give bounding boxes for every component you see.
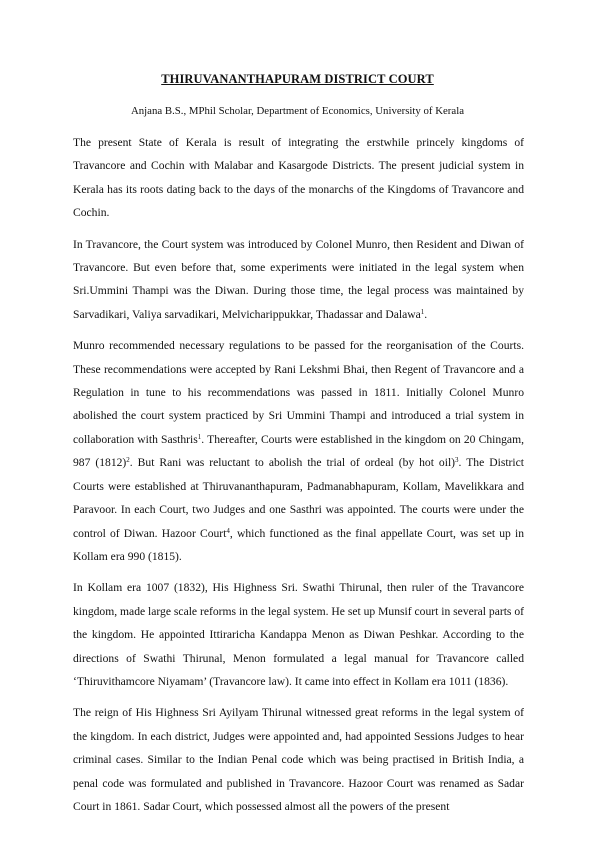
footnote-reference: 1 (420, 307, 425, 316)
footnote-reference: 2 (126, 456, 130, 465)
footnote-reference: 3 (455, 456, 459, 465)
body-paragraph-4: In Kollam era 1007 (1832), His Highness Sri. Swathi Thirunal, then ruler of the Travancore kingdom, made large scale reforms in the legal system. He set up Munsif court in several parts of the kingdom. He appointed Ittiraricha Kandappa Menon as Diwan Peshkar. According to the directions of Swathi Thirunal, Menon formulated a legal manual for Travancore called ‘Thiruvithamcore Niyamam’ (Travancore law). It came into effect in Kollam era 1011 (1836). (73, 581, 524, 688)
footnote-reference: 4 (226, 526, 230, 535)
footnote-reference: 1 (197, 432, 202, 441)
body-paragraph-5: The reign of His Highness Sri Ayilyam Thirunal witnessed great reforms in the legal system of the kingdom. In each district, Judges were appointed and, had appointed Sessions Judges to hear criminal cases. Similar to the Indian Penal code which was being practised in British India, a penal code was formulated and published in Travancore. Hazoor Court was renamed as Sadar Court in 1861. Sadar Court, which possessed almost all the powers of the present (73, 706, 524, 813)
body-paragraph-1: The present State of Kerala is result of integrating the erstwhile princely kingdoms of Travancore and Cochin with Malabar and Kasargode Districts. The present judicial system in Kerala has its roots dating back to the days of the monarchs of the Kingdoms of Travancore and Cochin. (73, 136, 524, 220)
body-paragraph-3: Munro recommended necessary regulations to be passed for the reorganisation of the Courts. These recommendations were accepted by Rani Lekshmi Bhai, then Regent of Travancore and a Regulation in tune to his recommendations was passed in 1811. Initially Colonel Munro abolished the court system practiced by Sri Ummini Thampi and introduced a trial system in collaboration with Sasthris$^1$. Thereafter, Courts were established in the kingdom on 20 Chingam, 987 $(1812)^2$. But Rani was reluctant to abolish the trial of ordeal (by hot oil)$^3$. The District Courts were established at Thiruvananthapuram, Padmanabhapuram, Kollam, Mavelikkara and Paravoor. In each Court, two Judges and one Sasthri was appointed. The courts were under the control of Diwan. Hazoor Court$^4$, which functioned as the final appellate Court, was set up in Kollam era 990 (1815). (73, 339, 525, 563)
author-line: Anjana B.S., MPhil Scholar, Department of Economics, University of Kerala (130, 105, 464, 117)
body-paragraph-2: In Travancore, the Court system was introduced by Colonel Munro, then Resident and Diwan of Travancore. But even before that, some experiments were initiated in the legal system when Sri.Ummini Thampi was the Diwan. During those time, the legal process was maintained by Sarvadikari, Valiya sarvadikari, Melvicharippukkar, Thadassar and Dalawa$^1$. (73, 237, 524, 321)
document-body (73, 131, 524, 826)
document-title: THIRUVANANTHAPURAM DISTRICT COURT (161, 72, 434, 86)
